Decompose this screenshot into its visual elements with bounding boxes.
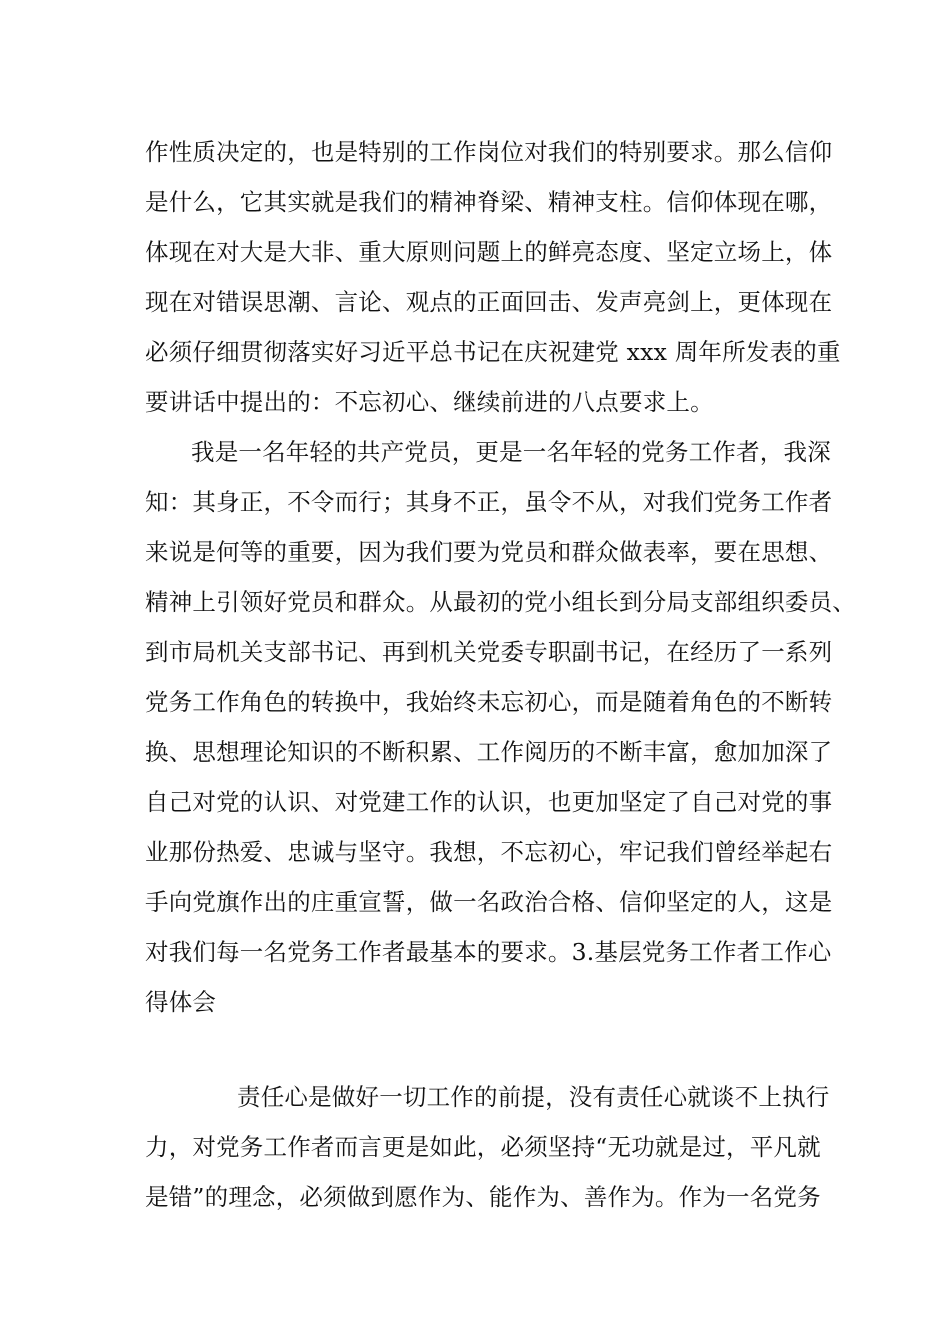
- text-line: 体现在对大是大非、重大原则问题上的鲜亮态度、坚定立场上，体: [145, 238, 833, 266]
- text-line: 得体会: [145, 988, 217, 1016]
- text-line: 要讲话中提出的：不忘初心、继续前进的八点要求上。: [145, 388, 714, 416]
- text-line: 现在对错误思潮、言论、观点的正面回击、发声亮剑上，更体现在: [145, 288, 833, 316]
- text-line: 是错”的理念，必须做到愿作为、能作为、善作为。作为一名党务: [145, 1183, 821, 1211]
- text-line: 换、思想理论知识的不断积累、工作阅历的不断丰富，愈加加深了: [145, 738, 833, 766]
- text-line: 自己对党的认识、对党建工作的认识，也更加坚定了自己对党的事: [145, 788, 833, 816]
- text-line: 手向党旗作出的庄重宣誓，做一名政治合格、信仰坚定的人，这是: [145, 888, 833, 916]
- text-line: 党务工作角色的转换中，我始终未忘初心，而是随着角色的不断转: [145, 688, 833, 716]
- text-line: 责任心是做好一切工作的前提，没有责任心就谈不上执行: [237, 1083, 830, 1111]
- text-line: 作性质决定的，也是特别的工作岗位对我们的特别要求。那么信仰: [145, 138, 833, 166]
- text-line: 力，对党务工作者而言更是如此，必须坚持“无功就是过，平凡就: [145, 1133, 821, 1161]
- text-line: 对我们每一名党务工作者最基本的要求。3.基层党务工作者工作心: [145, 938, 832, 966]
- text-line: 必须仔细贯彻落实好习近平总书记在庆祝建党 xxx 周年所发表的重: [145, 338, 841, 366]
- text-line: 知：其身正，不令而行；其身不正，虽令不从，对我们党务工作者: [145, 488, 833, 516]
- text-line: 业那份热爱、忠诚与坚守。我想，不忘初心，牢记我们曾经举起右: [145, 838, 833, 866]
- text-line: 到市局机关支部书记、再到机关党委专职副书记，在经历了一系列: [145, 638, 833, 666]
- text-line: 是什么，它其实就是我们的精神脊梁、精神支柱。信仰体现在哪，: [145, 188, 833, 216]
- text-line: 来说是何等的重要，因为我们要为党员和群众做表率，要在思想、: [145, 538, 833, 566]
- text-line: 我是一名年轻的共产党员，更是一名年轻的党务工作者，我深: [191, 438, 831, 466]
- text-line: 精神上引领好党员和群众。从最初的党小组长到分局支部组织委员、: [145, 588, 856, 616]
